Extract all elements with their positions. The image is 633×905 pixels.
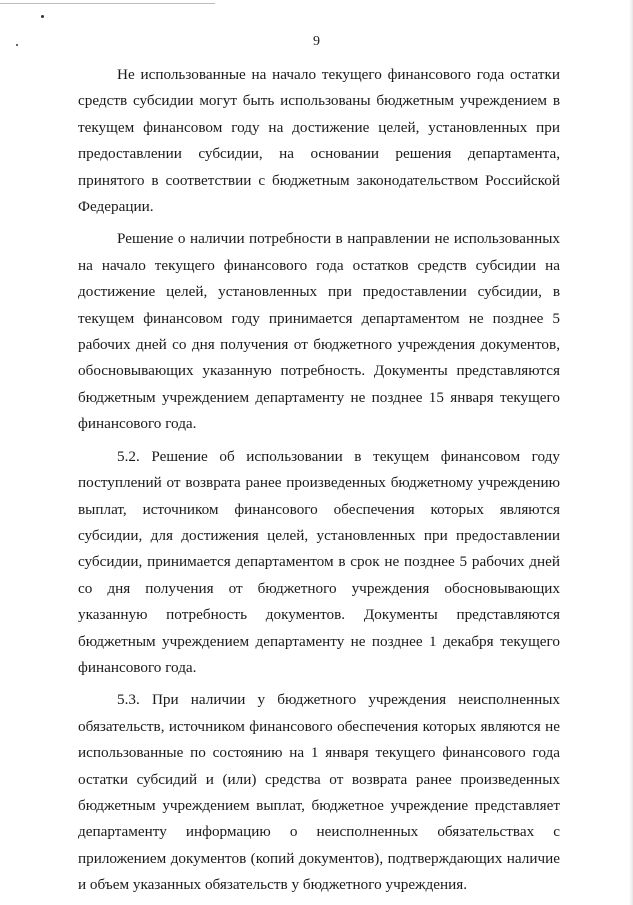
paragraph: 5.2. Решение об использовании в текущем финансовом году поступлений от возврата ранее произведенных бюджетному учреждению выплат, источником финансового обеспечения которых являются субсидии, для достижения целей, установленных при предоставлении субсидии, принимается департаментом в срок не позднее 5 рабочих дней со дня получения от бюджетного учреждения обосновывающих указанную потребность документов. Документы представляются бюджетным учреждением департаменту не позднее 1 декабря текущего финансового года. bbox=[78, 447, 560, 676]
page-number: 9 bbox=[313, 34, 320, 49]
paragraph: Не использованные на начало текущего финансового года остатки средств субсидии могут быть использованы бюджетным учреждением в текущем финансовом году на достижение целей, установленных при предоставлении субсидии, на основании решения департамента, принятого в соответствии с бюджетным законодательством Российской Федерации. bbox=[78, 66, 560, 216]
paragraph: 5.3. При наличии у бюджетного учреждения неисполненных обязательств, источником финансового обеспечения которых являются не использованные по состоянию на 1 января текущего финансового года остатки субсидий и (или) средства от возврата ранее произведенных бюджетным учреждением выплат, бюджетное учреждение представляет департаменту информацию о неисполненных обязательствах с приложением документов (копий документов), подтверждающих наличие и объем указанных обязательств у бюджетного учреждения. bbox=[78, 691, 560, 894]
scan-artifact-line bbox=[0, 3, 215, 4]
scan-artifact-dot bbox=[41, 15, 44, 18]
document-body bbox=[78, 62, 560, 899]
scan-artifact-edge bbox=[629, 0, 633, 905]
paragraph: Решение о наличии потребности в направлении не использованных на начало текущего финансового года остатков средств субсидии на достижение целей, установленных при предоставлении субсидии, в текущем финансовом году принимается департаментом не позднее 5 рабочих дней со дня получения от бюджетного учреждения документов, обосновывающих указанную потребность. Документы представляются бюджетным учреждением департаменту не позднее 15 января текущего финансового года. bbox=[78, 230, 560, 433]
